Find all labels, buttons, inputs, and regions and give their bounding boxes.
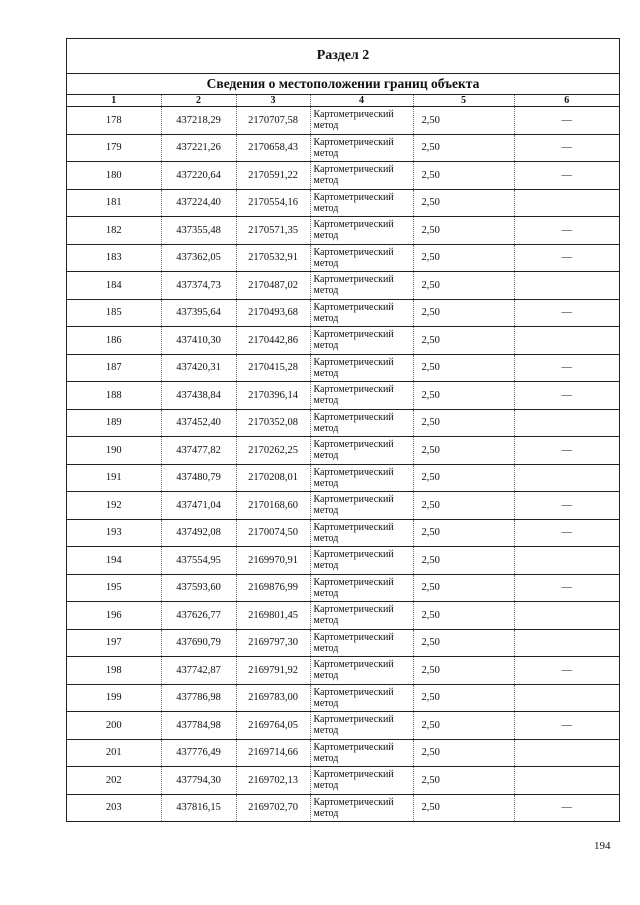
point-number-cell: 193: [67, 519, 161, 547]
point-number-cell: 197: [67, 629, 161, 657]
accuracy-cell: 2,50: [413, 162, 514, 190]
column-header: 6: [514, 95, 619, 107]
table-row: [67, 189, 619, 217]
table-row: [67, 519, 619, 547]
method-cell: Картометрический метод: [310, 409, 413, 437]
method-cell: Картометрический метод: [310, 354, 413, 382]
accuracy-cell: 2,50: [413, 712, 514, 740]
method-cell: Картометрический метод: [310, 767, 413, 795]
table-title: Сведения о местоположении границ объекта: [67, 74, 619, 95]
table-row: [67, 629, 619, 657]
accuracy-cell: 2,50: [413, 547, 514, 575]
x-coordinate-cell: 437492,08: [161, 519, 236, 547]
method-cell: Картометрический метод: [310, 492, 413, 520]
point-number-cell: 192: [67, 492, 161, 520]
method-cell: Картометрический метод: [310, 162, 413, 190]
x-coordinate-cell: 437395,64: [161, 299, 236, 327]
note-cell: —: [514, 382, 619, 410]
y-coordinate-cell: 2170493,68: [236, 299, 310, 327]
note-cell: —: [514, 217, 619, 245]
table-row: [67, 464, 619, 492]
note-cell: —: [514, 134, 619, 162]
method-cell: Картометрический метод: [310, 657, 413, 685]
point-number-cell: 181: [67, 189, 161, 217]
x-coordinate-cell: 437221,26: [161, 134, 236, 162]
accuracy-cell: 2,50: [413, 189, 514, 217]
note-cell: [514, 602, 619, 630]
table-row: [67, 354, 619, 382]
y-coordinate-cell: 2169783,00: [236, 684, 310, 712]
point-number-cell: 179: [67, 134, 161, 162]
table-row: [67, 409, 619, 437]
column-header: 3: [236, 95, 310, 107]
table-row: [67, 382, 619, 410]
method-cell: Картометрический метод: [310, 134, 413, 162]
table-row: [67, 134, 619, 162]
x-coordinate-cell: 437742,87: [161, 657, 236, 685]
y-coordinate-cell: 2170168,60: [236, 492, 310, 520]
x-coordinate-cell: 437224,40: [161, 189, 236, 217]
accuracy-cell: 2,50: [413, 217, 514, 245]
y-coordinate-cell: 2169714,66: [236, 739, 310, 767]
point-number-cell: 182: [67, 217, 161, 245]
table-row: [67, 657, 619, 685]
y-coordinate-cell: 2169797,30: [236, 629, 310, 657]
method-cell: Картометрический метод: [310, 272, 413, 300]
y-coordinate-cell: 2170658,43: [236, 134, 310, 162]
y-coordinate-cell: 2170707,58: [236, 107, 310, 135]
y-coordinate-cell: 2170532,91: [236, 244, 310, 272]
table-row: [67, 107, 619, 135]
table-row: [67, 739, 619, 767]
note-cell: —: [514, 437, 619, 465]
y-coordinate-cell: 2169801,45: [236, 602, 310, 630]
point-number-cell: 188: [67, 382, 161, 410]
y-coordinate-cell: 2170352,08: [236, 409, 310, 437]
x-coordinate-cell: 437420,31: [161, 354, 236, 382]
note-cell: —: [514, 244, 619, 272]
point-number-cell: 187: [67, 354, 161, 382]
accuracy-cell: 2,50: [413, 602, 514, 630]
method-cell: Картометрический метод: [310, 519, 413, 547]
accuracy-cell: 2,50: [413, 519, 514, 547]
accuracy-cell: 2,50: [413, 409, 514, 437]
boundary-table: [67, 95, 619, 821]
x-coordinate-cell: 437593,60: [161, 574, 236, 602]
note-cell: —: [514, 299, 619, 327]
point-number-cell: 183: [67, 244, 161, 272]
y-coordinate-cell: 2169702,13: [236, 767, 310, 795]
x-coordinate-cell: 437816,15: [161, 794, 236, 821]
method-cell: Картометрический метод: [310, 437, 413, 465]
column-header: 2: [161, 95, 236, 107]
note-cell: —: [514, 574, 619, 602]
note-cell: [514, 684, 619, 712]
note-cell: [514, 272, 619, 300]
x-coordinate-cell: 437477,82: [161, 437, 236, 465]
x-coordinate-cell: 437480,79: [161, 464, 236, 492]
point-number-cell: 203: [105, 802, 122, 814]
y-coordinate-cell: 2170208,01: [236, 464, 310, 492]
method-cell: Картометрический метод: [310, 684, 413, 712]
point-number-cell: 195: [67, 574, 161, 602]
table-row: [67, 684, 619, 712]
x-coordinate-cell: 437794,30: [161, 767, 236, 795]
accuracy-cell: 2,50: [413, 657, 514, 685]
point-number-cell: 189: [67, 409, 161, 437]
note-cell: [514, 409, 619, 437]
x-coordinate-cell: 437690,79: [161, 629, 236, 657]
x-coordinate-cell: 437626,77: [161, 602, 236, 630]
x-coordinate-cell: 437786,98: [161, 684, 236, 712]
x-coordinate-cell: 437362,05: [161, 244, 236, 272]
point-number-cell: 202: [67, 767, 161, 795]
method-cell: Картометрический метод: [310, 299, 413, 327]
accuracy-cell: 2,50: [413, 382, 514, 410]
y-coordinate-cell: 2170262,25: [236, 437, 310, 465]
table-row: [67, 299, 619, 327]
method-cell: Картометрический метод: [310, 244, 413, 272]
method-cell: Картометрический метод: [310, 464, 413, 492]
note-cell: —: [514, 492, 619, 520]
point-number-cell: 185: [67, 299, 161, 327]
method-cell: Картометрический метод: [310, 629, 413, 657]
column-header: 5: [413, 95, 514, 107]
y-coordinate-cell: 2170554,16: [236, 189, 310, 217]
note-cell: [514, 327, 619, 355]
point-number-cell: 191: [67, 464, 161, 492]
table-row: [67, 547, 619, 575]
accuracy-cell: 2,50: [413, 574, 514, 602]
table-row: [67, 794, 619, 821]
point-number-cell: 200: [67, 712, 161, 740]
table-row: [67, 492, 619, 520]
accuracy-cell: 2,50: [413, 299, 514, 327]
y-coordinate-cell: 2170415,28: [236, 354, 310, 382]
point-number-cell: 184: [67, 272, 161, 300]
table-row: [67, 767, 619, 795]
accuracy-cell: 2,50: [413, 684, 514, 712]
accuracy-cell: 2,50: [413, 354, 514, 382]
x-coordinate-cell: 437784,98: [161, 712, 236, 740]
y-coordinate-cell: 2170074,50: [236, 519, 310, 547]
accuracy-cell: 2,50: [413, 134, 514, 162]
x-coordinate-cell: 437374,73: [161, 272, 236, 300]
y-coordinate-cell: 2170442,86: [236, 327, 310, 355]
y-coordinate-cell: 2169702,70: [236, 794, 310, 821]
table-row: [67, 217, 619, 245]
point-number-cell: 201: [67, 739, 161, 767]
x-coordinate-cell: 437410,30: [161, 327, 236, 355]
point-number-cell: 190: [67, 437, 161, 465]
accuracy-cell: 2,50: [413, 107, 514, 135]
accuracy-cell: 2,50: [413, 739, 514, 767]
point-number-cell: 198: [67, 657, 161, 685]
y-coordinate-cell: 2169791,92: [236, 657, 310, 685]
document-frame: [66, 38, 620, 822]
x-coordinate-cell: 437554,95: [161, 547, 236, 575]
point-number-cell: 194: [67, 547, 161, 575]
accuracy-cell: 2,50: [413, 794, 514, 821]
method-cell: Картометрический метод: [310, 794, 413, 821]
accuracy-cell: 2,50: [413, 244, 514, 272]
table-row: [67, 574, 619, 602]
accuracy-cell: 2,50: [413, 492, 514, 520]
column-header: 4: [310, 95, 413, 107]
accuracy-cell: 2,50: [413, 272, 514, 300]
y-coordinate-cell: 2169876,99: [236, 574, 310, 602]
note-cell: [514, 629, 619, 657]
y-coordinate-cell: 2170487,02: [236, 272, 310, 300]
y-coordinate-cell: 2169764,05: [236, 712, 310, 740]
accuracy-cell: 2,50: [413, 629, 514, 657]
y-coordinate-cell: 2170591,22: [236, 162, 310, 190]
column-header: 1: [67, 95, 161, 107]
x-coordinate-cell: 437220,64: [161, 162, 236, 190]
method-cell: Картометрический метод: [310, 382, 413, 410]
table-row: [67, 272, 619, 300]
point-number-cell: 196: [67, 602, 161, 630]
x-coordinate-cell: 437471,04: [161, 492, 236, 520]
x-coordinate-cell: 437452,40: [161, 409, 236, 437]
table-row: [67, 244, 619, 272]
method-cell: Картометрический метод: [310, 602, 413, 630]
table-row: [67, 437, 619, 465]
section-title: Раздел 2: [67, 39, 619, 74]
accuracy-cell: 2,50: [413, 767, 514, 795]
method-cell: Картометрический метод: [310, 574, 413, 602]
y-coordinate-cell: 2170571,35: [236, 217, 310, 245]
note-cell: [514, 547, 619, 575]
point-number-cell: 180: [67, 162, 161, 190]
accuracy-cell: 2,50: [413, 437, 514, 465]
page-number: 194: [594, 840, 611, 852]
x-coordinate-cell: 437355,48: [161, 217, 236, 245]
x-coordinate-cell: 437776,49: [161, 739, 236, 767]
table-row: [67, 327, 619, 355]
method-cell: Картометрический метод: [310, 217, 413, 245]
note-cell: —: [514, 354, 619, 382]
y-coordinate-cell: 2170396,14: [236, 382, 310, 410]
note-cell: [514, 767, 619, 795]
point-number-cell: 186: [67, 327, 161, 355]
accuracy-cell: 2,50: [413, 327, 514, 355]
note-cell: —: [514, 794, 619, 821]
note-cell: —: [514, 657, 619, 685]
note-cell: —: [514, 519, 619, 547]
table-row: [67, 602, 619, 630]
note-cell: [514, 189, 619, 217]
table-row: [67, 712, 619, 740]
note-cell: —: [514, 712, 619, 740]
x-coordinate-cell: 437218,29: [161, 107, 236, 135]
method-cell: Картометрический метод: [310, 327, 413, 355]
table-header-row: [67, 95, 619, 107]
note-cell: —: [514, 162, 619, 190]
method-cell: Картометрический метод: [310, 547, 413, 575]
method-cell: Картометрический метод: [310, 189, 413, 217]
note-cell: [514, 464, 619, 492]
method-cell: Картометрический метод: [310, 107, 413, 135]
method-cell: Картометрический метод: [310, 712, 413, 740]
method-cell: Картометрический метод: [310, 739, 413, 767]
y-coordinate-cell: 2169970,91: [236, 547, 310, 575]
x-coordinate-cell: 437438,84: [161, 382, 236, 410]
note-cell: [514, 739, 619, 767]
note-cell: —: [514, 107, 619, 135]
point-number-cell: 178: [67, 107, 161, 135]
table-row: [67, 162, 619, 190]
accuracy-cell: 2,50: [413, 464, 514, 492]
point-number-cell: 199: [67, 684, 161, 712]
